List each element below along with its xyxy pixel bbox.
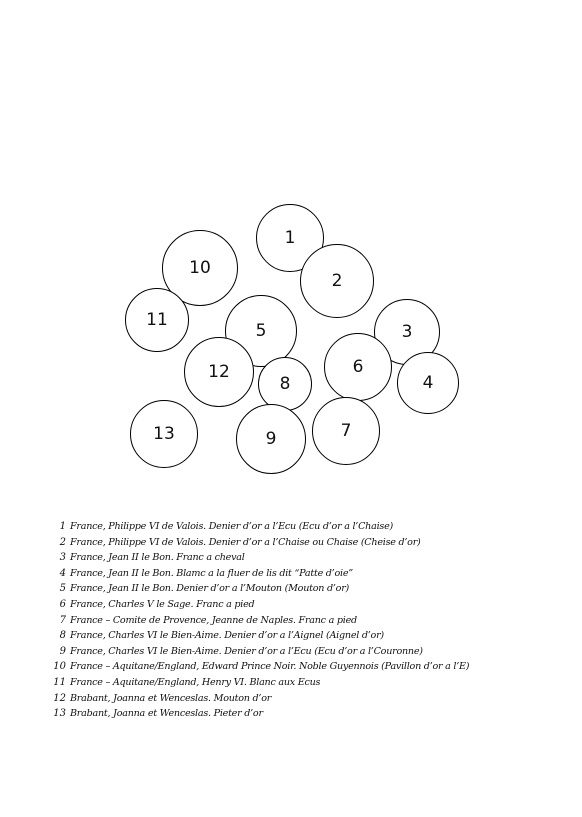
legend-number: 9 (59, 645, 66, 657)
legend-description: France, Charles VI le Bien-Aime. Denier d’or a l’Aignel (Aignel d’or) (70, 630, 384, 642)
coin-number-label: 1 (284, 227, 296, 248)
coin-circle-13 (130, 400, 198, 468)
legend-description: France, Philippe VI de Valois. Denier d’or a l’Chaise ou Chaise (Cheise d’or) (70, 536, 421, 548)
legend-description: France – Aquitane/England, Edward Prince Noir. Noble Guyennois (Pavillon d’or a l’E) (70, 661, 470, 673)
coin-number-label: 11 (146, 309, 168, 330)
legend-description: Brabant, Joanna et Wenceslas. Mouton d’or (70, 692, 272, 704)
legend-description: Brabant, Joanna et Wenceslas. Pieter d’or (70, 708, 263, 720)
coin-number-label: 7 (340, 420, 352, 441)
coin-number-label: 10 (189, 257, 211, 278)
legend-number: 11 (53, 676, 66, 688)
legend-item (50, 691, 570, 707)
legend-item (50, 644, 570, 660)
legend-item (50, 519, 570, 535)
legend-number: 8 (59, 630, 66, 642)
coin-number-label: 3 (401, 321, 413, 342)
coin-circle-7 (312, 397, 380, 465)
coin-number-label: 13 (153, 423, 175, 444)
legend-number: 2 (59, 536, 66, 548)
legend-description: France – Comite de Provence, Jeanne de Naples. Franc a pied (70, 614, 357, 626)
legend-number: 3 (59, 552, 66, 564)
legend-number: 12 (53, 692, 66, 704)
legend-item (50, 675, 570, 691)
legend-item (50, 659, 570, 675)
coin-number-label: 12 (208, 361, 230, 382)
coin-circle-2 (300, 244, 374, 318)
coin-number-label: 8 (279, 373, 291, 394)
coin-number-label: 2 (331, 270, 343, 291)
coin-number-label: 6 (352, 356, 364, 377)
legend-item (50, 535, 570, 551)
coin-circle-6 (324, 333, 392, 401)
legend-number: 5 (59, 583, 66, 595)
legend-description: France, Jean II le Bon. Blamc a la fluer de lis dit “Patte d’oie” (70, 567, 353, 579)
legend-item (50, 613, 570, 629)
legend-item (50, 550, 570, 566)
legend-number: 1 (59, 521, 66, 532)
coin-circle-4 (397, 352, 459, 414)
legend-number: 7 (59, 614, 66, 626)
legend-description: France – Aquitane/England, Henry VI. Blanc aux Ecus (70, 676, 321, 688)
coin-circle-12 (184, 337, 254, 407)
legend-item (50, 597, 570, 613)
legend-description: France, Jean II le Bon. Denier d’or a l’Mouton (Mouton d’or) (70, 583, 350, 595)
legend-item (50, 581, 570, 597)
coin-number-label: 4 (422, 372, 434, 393)
legend-number: 13 (53, 708, 66, 720)
coin-circle-9 (236, 404, 306, 474)
legend-description: France, Charles VI le Bien-Aime. Denier d’or a l’Ecu (Ecu d’or a l’Couronne) (70, 645, 423, 657)
legend-description: France, Charles V le Sage. Franc a pied (70, 598, 255, 610)
coin-circle-8 (258, 357, 312, 411)
legend-description: France, Jean II le Bon. Franc a cheval (70, 552, 245, 564)
coin-circle-11 (125, 288, 189, 352)
legend-number: 4 (59, 567, 66, 579)
coin-legend (50, 519, 570, 722)
legend-number: 6 (59, 598, 66, 610)
legend-number: 10 (53, 661, 66, 673)
legend-description: France, Philippe VI de Valois. Denier d’or a l’Ecu (Ecu d’or a l’Chaise) (70, 521, 393, 532)
legend-item (50, 628, 570, 644)
legend-item (50, 706, 570, 722)
coin-number-label: 9 (265, 428, 277, 449)
legend-item (50, 566, 570, 582)
coin-number-label: 5 (255, 320, 267, 341)
